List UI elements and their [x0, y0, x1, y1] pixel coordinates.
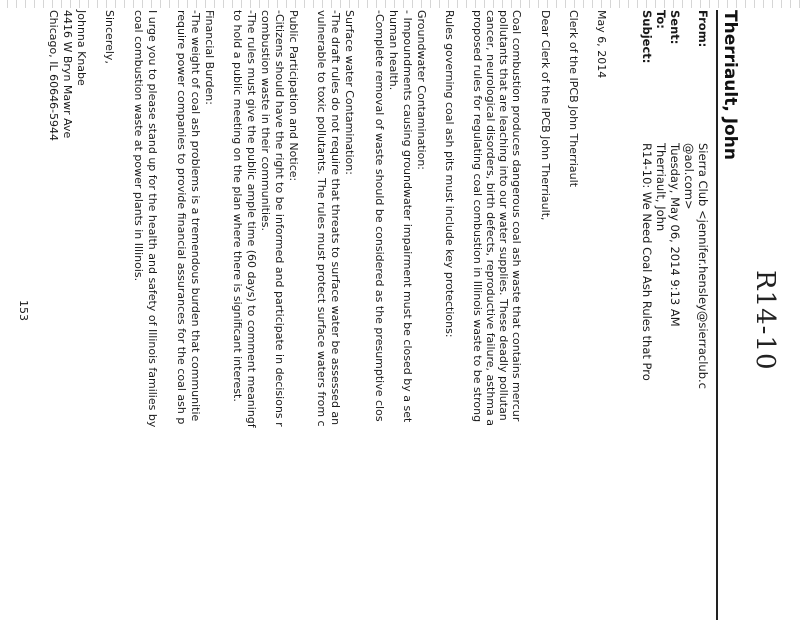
para1-line: proposed rules for regulating coal combustion in Illinois waste to be strong — [471, 10, 484, 423]
document-id: R14-10 — [750, 270, 780, 371]
groundwater-heading: Groundwater Contamination: — [415, 10, 428, 170]
groundwater-line: - Impoundments causing groundwater impairment must be closed by a set — [401, 10, 414, 423]
from-value: Sierra Club <jennifer.hensley@sierraclub.c — [696, 143, 710, 389]
public-participation-line: combustion waste in their communities. — [259, 10, 272, 232]
surface-water-line: -The draft rules do not require that threats to surface water be assessed an — [329, 10, 342, 426]
para1-line: cancer, neurological disorders, birth defects, reproductive failure, asthma a — [484, 10, 497, 426]
letter-date: May 6, 2014 — [595, 10, 608, 79]
subject-value: R14-10: We Need Coal Ash Rules that Pro — [640, 143, 654, 381]
closing-line: I urge you to please stand up for the health and safety of Illinois families by — [146, 10, 159, 428]
header-divider — [716, 10, 718, 620]
para1-line: pollutants that are leaching into our water supplies. These deadly pollutan — [497, 10, 510, 421]
para2: Rules governing coal ash pits must include key protections: — [443, 10, 456, 338]
financial-burden-line: -The weight of coal ash problems is a tremendous burden that communitie — [189, 10, 202, 422]
sender-name: Therriault, John — [720, 10, 740, 160]
public-participation-heading: Public Participation and Notice: — [287, 10, 300, 182]
sent-label: Sent: — [668, 10, 682, 45]
groundwater-line: human health. — [387, 10, 400, 91]
closing-line: coal combustion waste at power plants in Illinois. — [132, 10, 145, 282]
to-label: To: — [654, 10, 668, 29]
letter-recipient: Clerk of the IPCB John Therriault — [567, 10, 580, 188]
groundwater-line: -Complete removal of waste should be considered as the presumptive clos — [373, 10, 386, 422]
signature-line: Chicago, IL 60646-5944 — [47, 10, 60, 142]
surface-water-heading: Surface water Contamination: — [343, 10, 356, 175]
public-participation-line: -The rules must give the public ample time (60 days) to comment meaningf — [245, 10, 258, 428]
financial-burden-heading: Financial Burden: — [203, 10, 216, 105]
para1-line: Coal combustion produces dangerous coal ash waste that contains mercur — [510, 10, 523, 422]
subject-label: Subject: — [640, 10, 654, 64]
financial-burden-line: require power companies to provide financial assurances for the coal ash p — [175, 10, 188, 425]
public-participation-line: to hold a public meeting on the plan where there is significant interest. — [231, 10, 244, 402]
from-label: From: — [696, 10, 710, 48]
letter-salutation: Dear Clerk of the IPCB John Therriault, — [539, 10, 552, 221]
scan-margin-artifact — [0, 0, 800, 8]
public-participation-line: -Citizens should have the right to be informed and participate in decisions r — [273, 10, 286, 427]
signature-line: 4416 W Bryn Mawr Ave — [61, 10, 74, 139]
signoff: Sincerely, — [103, 10, 116, 64]
page-number: 153 — [17, 300, 30, 321]
to-value: Therriault, John — [654, 143, 668, 232]
signature-line: Johnna Knabe — [75, 10, 88, 86]
surface-water-line: vulnerable to toxic pollutants. The rules must protect surface waters from c — [315, 10, 328, 427]
sent-value: Tuesday, May 06, 2014 9:13 AM — [668, 143, 682, 327]
from-value-2: @aol.com> — [682, 143, 696, 210]
